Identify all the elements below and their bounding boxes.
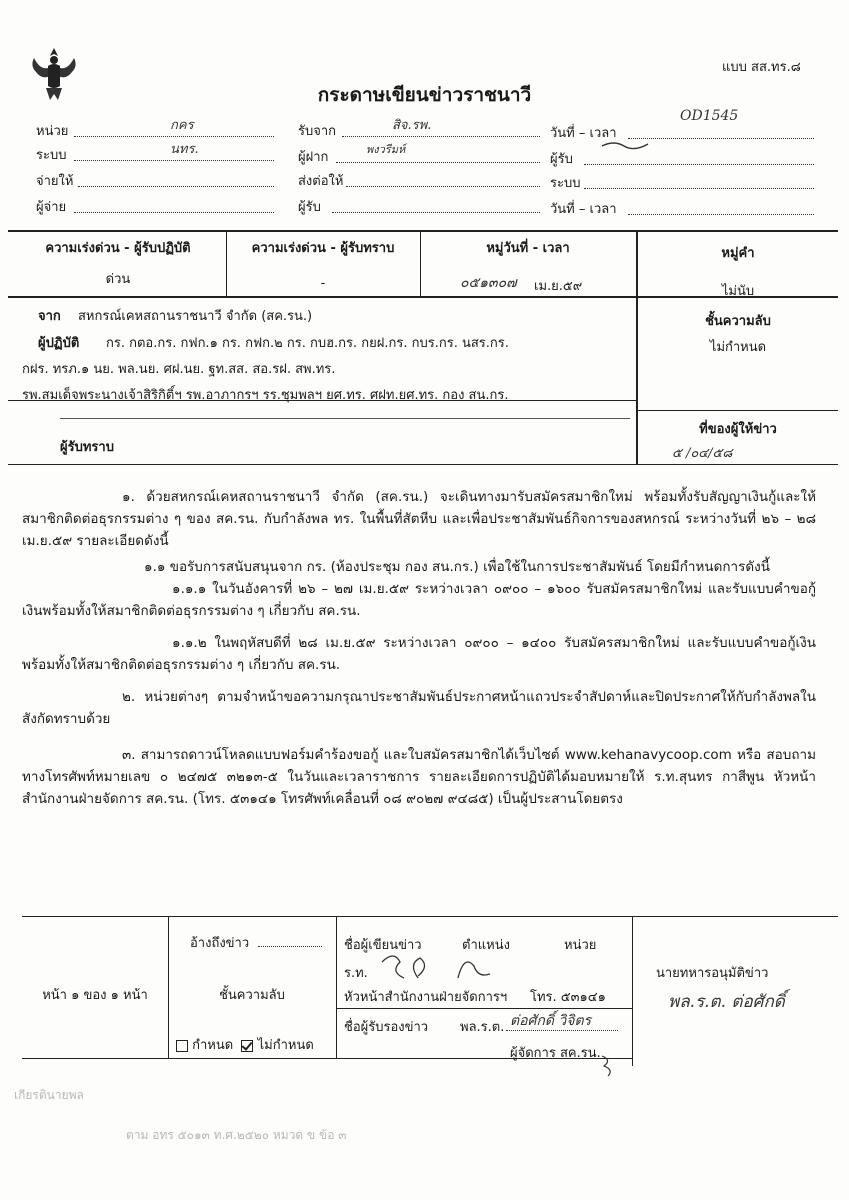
approver-label: นายทหารอนุมัติข่าว [656,966,769,981]
paragraph-1-1-1: ๑.๑.๑ ในวันอังคารที่ ๒๖ – ๒๗ เม.ย.๕๙ ระหว่างเวลา ๐๙๐๐ – ๑๖๐๐ รับสมัครสมาชิกใหม่ และรับแบบคำขอกู้เงินพร้อมทั้งให้สมาชิกติดต่อธุรกรรมต่าง ๆ เกี่ยวกับ สค.รน. [22,581,816,619]
undefined-label: ไม่กำหนด [257,1038,314,1053]
sender-label: ผู้จ่าย [36,200,67,215]
form-code: แบบ สส.ทร.๘ [722,60,801,75]
receiver-label: ผู้รับ [298,200,321,215]
system-label: ระบบ [36,148,67,163]
paragraph-1-1: ๑.๑ ขอรับการสนับสนุนจาก กร. (ห้องประชุม กอง สน.กร.) เพื่อใช้ในการประชาสัมพันธ์ โดยมีกำหนดการดังนี้ [144,559,770,575]
certifier-signature: ต่อศักดิ์ วิจิตร [510,1013,592,1029]
paragraph-1: ๑. ด้วยสหกรณ์เคหสถานราชนาวี จำกัด (สค.รน.) จะเดินทางมารับสมัครสมาชิกใหม่ พร้อมทั้งรับสัญญาเงินกู้และให้สมาชิกติดต่อธุรกรรมต่าง ๆ ของ สค.รน. กับกำลังพล ทร. ในพื้นที่สัตหีบ และเพื่อประชาสัมพันธ์กิจการของสหกรณ์ ระหว่างวันที่ ๒๖ – ๒๘ เม.ย.๕๙ รายละเอียดดังนี้ [22,489,816,549]
page-number: หน้า ๑ ของ ๑ หน้า [42,988,148,1003]
classification-label: ชั้นความลับ [705,314,771,329]
priority-action-header: ความเร่งด่วน - ผู้รับปฏิบัติ [45,241,191,256]
msg-ref-label: ที่ของผู้ให้ข่าว [699,422,777,437]
system-value: นทร. [170,142,199,157]
word-count-value: ไม่นับ [721,284,755,299]
paragraph-1-1-2: ๑.๑.๒ ในพฤหัสบดีที่ ๒๘ เม.ย.๕๙ ระหว่างเวลา ๐๙๐๐ – ๑๔๐๐ รับสมัครสมาชิกใหม่ และรับแบบคำขอกู้เงินพร้อมทั้งให้สมาชิกติดต่อธุรกรรมต่าง ๆ เกี่ยวกับ สค.รน. [22,635,816,673]
info-label: ผู้รับทราบ [60,440,114,455]
datetime-group-month: เม.ย.๕๙ [534,279,583,294]
approver-signature: พล.ร.ต. ต่อศักดิ์ [668,992,785,1012]
page-title: กระดาษเขียนข่าวราชนาวี [317,84,532,106]
footer-unit-label: หน่วย [564,938,597,953]
datetime-group-header: หมู่วันที่ - เวลา [486,241,570,256]
receiver2-label: ผู้รับ [550,152,573,167]
from-label: จาก [38,309,61,324]
undefined-checkbox [241,1040,253,1052]
position-label: ตำแหน่ง [462,938,510,953]
msg-ref-value: ๕ /๐๔/๕๘ [672,446,733,461]
priority-action-value: ด่วน [105,272,131,287]
certifier-label: ชื่อผู้รับรองข่าว [344,1020,429,1035]
stamp-line-2: ตาม อทร ๕๐๑๓ ท.ศ.๒๕๒๐ หมวด ข ข้อ ๓ [126,1128,347,1142]
word-count-header: หมู่คำ [721,246,755,261]
head-office-label: หัวหน้าสำนักงานฝ่ายจัดการฯ [344,990,508,1005]
stamp-line-1: เกียรตินายพล [14,1088,84,1102]
datetime-group-value: ๐๕๑๓๐๗ [460,275,517,291]
priority-info-value: - [320,276,326,291]
forward-to-label: ส่งต่อให้ [298,174,344,189]
writer-rank: ร.ท. [344,966,368,981]
depositor-value: พงวรีมห์ [366,143,406,156]
received-from-value: สิจ.รพ. [392,118,432,133]
depositor-label: ผู้ฝาก [298,150,329,165]
date-time-value: OD1545 [680,108,739,124]
writer-label: ชื่อผู้เขียนข่าว [344,938,422,953]
writer-tel: โทร. ๕๓๑๔๑ [530,990,606,1005]
certifier-rank: พล.ร.ต. [460,1020,505,1035]
received-from-label: รับจาก [298,124,337,139]
defined-label: กำหนด [192,1038,234,1053]
defined-checkbox [176,1040,188,1052]
ref-label: อ้างถึงข่าว [190,936,250,951]
handwritten-scribble-icon [600,138,650,152]
action-line-2: กฝร. ทรภ.๑ นย. พล.นย. ศฝ.นย. ฐท.สส. สอ.รฝ. สพ.ทร. [22,362,336,377]
date-time-label: วันที่ – เวลา [550,126,617,141]
system2-label: ระบบ [550,176,581,191]
classification-value: ไม่กำหนด [709,340,767,355]
initial-mark-icon [598,1052,618,1078]
manager-label: ผู้จัดการ สค.รน. [510,1046,601,1061]
from-value: สหกรณ์เคหสถานราชนาวี จำกัด (สค.รน.) [78,309,313,324]
paragraph-3: ๓. สามารถดาวน์โหลดแบบฟอร์มคำร้องขอกู้ และใบสมัครสมาชิกได้เว็บไซต์ www.kehanavycoop.com หรือ สอบถามทางโทรศัพท์หมายเลข ๐ ๒๔๗๕ ๓๒๑๓-๕ ในวันและเวลาราชการ รายละเอียดการปฏิบัติได้มอบหมายให้ ร.ท.สุนทร กาสีพูน หัวหน้าสำนักงานฝ่ายจัดการ สค.รน. (โทร. ๕๓๑๔๑ โทรศัพท์เคลื่อนที่ ๐๘ ๙๐๒๗ ๙๔๘๕) เป็นผู้ประสานโดยตรง [22,747,816,807]
paragraph-2: ๒. หน่วยต่างๆ ตามจำหน้าขอความกรุณาประชาสัมพันธ์ประกาศหน้าแถวประจำสัปดาห์และปิดประกาศให้กับกำลังพลในสังกัดทราบด้วย [22,689,816,727]
classification-options [176,1034,314,1055]
priority-info-header: ความเร่งด่วน - ผู้รับทราบ [251,241,395,256]
action-line-3: รพ.สมเด็จพระนางเจ้าสิริกิติ์ฯ รพ.อาภากรฯ รร.ชุมพลฯ ยศ.ทร. ศฝท.ยศ.ทร. กอง สน.กร. [22,388,509,403]
action-line-1: กร. กตอ.กร. กฟก.๑ กร. กฟก.๒ กร. กบฮ.กร. กยฝ.กร. กบร.กร. นสร.กร. [106,336,509,351]
unit-label: หน่วย [36,124,69,139]
unit-value: กคร [170,118,194,133]
date-time2-label: วันที่ – เวลา [550,202,617,217]
footer-classification: ชั้นความลับ [219,988,285,1003]
send-to-label: จ่ายให้ [36,174,74,189]
writer-signature-icon [378,948,518,988]
action-label: ผู้ปฏิบัติ [38,336,80,351]
